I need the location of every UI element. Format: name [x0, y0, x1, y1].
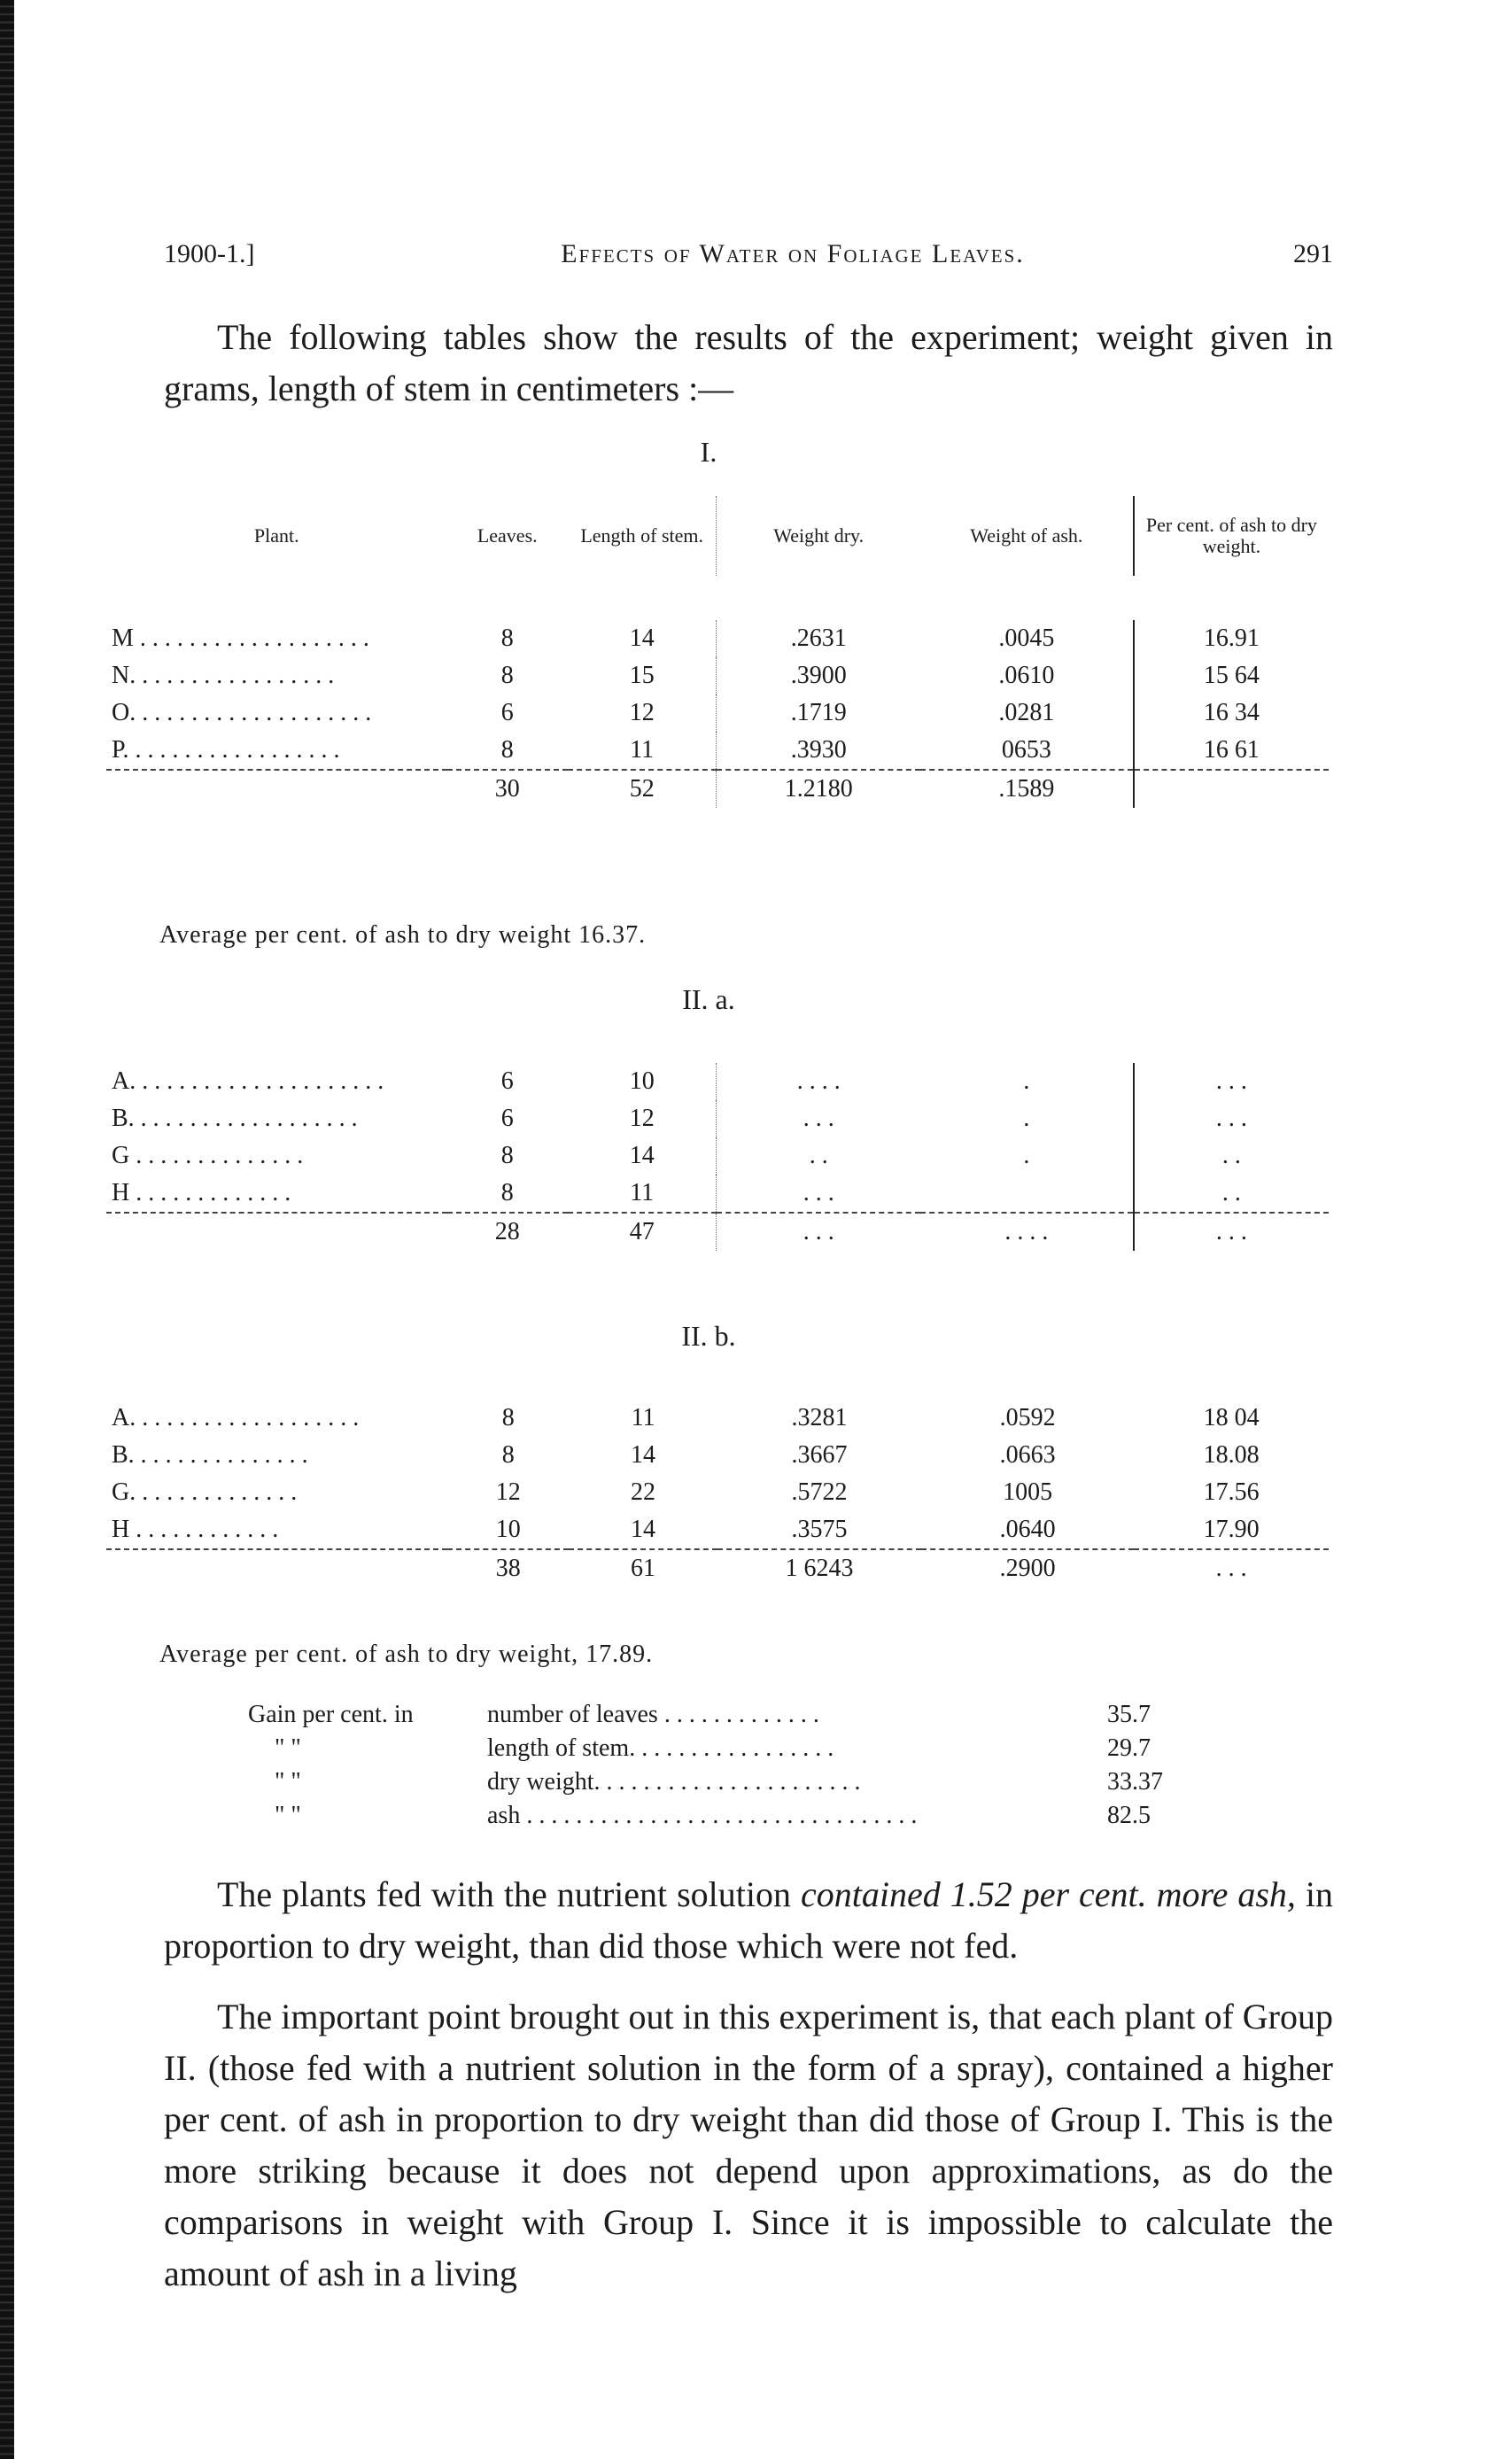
- table-row: G . . . . . . . . . . . . . . 8 14 . . . . .: [106, 1137, 1329, 1175]
- gain-summary: [248, 1701, 1205, 1835]
- gain-row: " " dry weight. . . . . . . . . . . . . . . . . . . . . . 33.37: [275, 1768, 1163, 1796]
- table-row: H . . . . . . . . . . . . 10 14 .3575 .0640 17.90: [112, 1516, 1260, 1543]
- table-1-average: Average per cent. of ash to dry weight 16.37.: [159, 921, 647, 949]
- col-leaves: Leaves.: [477, 524, 538, 547]
- table-2a: [106, 1063, 1329, 1251]
- table-1-totals: 30 52 1.2180 .1589: [106, 770, 1329, 808]
- gain-row: Gain per cent. in number of leaves . . . . . . . . . . . . . 35.7: [248, 1701, 1151, 1728]
- emphasis-text: contained 1.52 per cent. more ash,: [801, 1874, 1296, 1914]
- intro-paragraph: The following tables show the results of the experiment; weight given in grams, length of stem in centimeters :—: [164, 317, 1333, 408]
- page-number: 291: [1293, 239, 1333, 268]
- table-2b: [106, 1400, 1329, 1587]
- table-row: A. . . . . . . . . . . . . . . . . . . . . 6 10 . . . . . . . .: [106, 1063, 1329, 1100]
- table-row: B. . . . . . . . . . . . . . . . . . . 6 12 . . . . . . .: [106, 1100, 1329, 1137]
- running-header: [164, 239, 1333, 275]
- table-row: O. . . . . . . . . . . . . . . . . . . . 6 12 .1719 .0281 16 34: [106, 694, 1329, 732]
- table-row: A. . . . . . . . . . . . . . . . . . . 8 11 .3281 .0592 18 04: [112, 1404, 1260, 1431]
- header-title: Effects of Water on Foliage Leaves.: [561, 239, 1025, 268]
- gain-row: " " ash . . . . . . . . . . . . . . . . . . . . . . . . . . . . . . . . 82.5: [275, 1802, 1151, 1829]
- table-1: [106, 496, 1329, 808]
- col-length: Length of stem.: [568, 496, 717, 576]
- table-2b-average: Average per cent. of ash to dry weight, 17.89.: [159, 1641, 654, 1668]
- paragraph-conclusion: The important point brought out in this experiment is, that each plant of Group II. (those fed with a nutrient solution in the form of a spray), contained a higher per cent. of ash in proportion to dry weight than did those of Group I. This is the more striking because it does not depend upon approximations, as do the comparisons in weight with Group I. Since it is impossible to calculate the amount of ash in a living: [164, 1997, 1333, 2293]
- table-row: B. . . . . . . . . . . . . . . 8 14 .3667 .0663 18.08: [112, 1441, 1260, 1469]
- table-row: N. . . . . . . . . . . . . . . . . 8 15 .3900 .0610 15 64: [106, 657, 1329, 694]
- table-row: H . . . . . . . . . . . . . 8 11 . . . . .: [106, 1175, 1329, 1213]
- table-1-header-row: [106, 496, 1329, 576]
- table-2a-title: II. a.: [682, 983, 735, 1015]
- table-row: M . . . . . . . . . . . . . . . . . . . 8 14 .2631 .0045 16.91: [106, 620, 1329, 657]
- col-plant: Plant.: [253, 524, 299, 547]
- table-2b-totals: 38 61 1 6243 .2900 . . .: [106, 1549, 1329, 1587]
- table-2b-title: II. b.: [681, 1320, 736, 1352]
- header-date: 1900-1.]: [164, 239, 255, 268]
- col-weight-dry: Weight dry.: [773, 524, 865, 547]
- table-2a-totals: 28 47 . . . . . . . . . .: [106, 1213, 1329, 1251]
- col-weight-ash: Weight of ash.: [920, 496, 1134, 576]
- page-spine-edge: [0, 0, 14, 2459]
- paragraph-result: The plants fed with the nutrient solution contained 1.52 per cent. more ash, in proportion to dry weight, than did those which were not fed.: [164, 1874, 1333, 1966]
- table-row: P. . . . . . . . . . . . . . . . . . 8 11 .3930 0653 16 61: [106, 732, 1329, 770]
- col-percent-ash: Per cent. of ash to dry weight.: [1145, 514, 1317, 557]
- gain-row: " " length of stem. . . . . . . . . . . . . . . . . 29.7: [275, 1734, 1151, 1762]
- table-1-title: I.: [700, 436, 717, 468]
- table-row: G. . . . . . . . . . . . . . 12 22 .5722 1005 17.56: [112, 1478, 1260, 1506]
